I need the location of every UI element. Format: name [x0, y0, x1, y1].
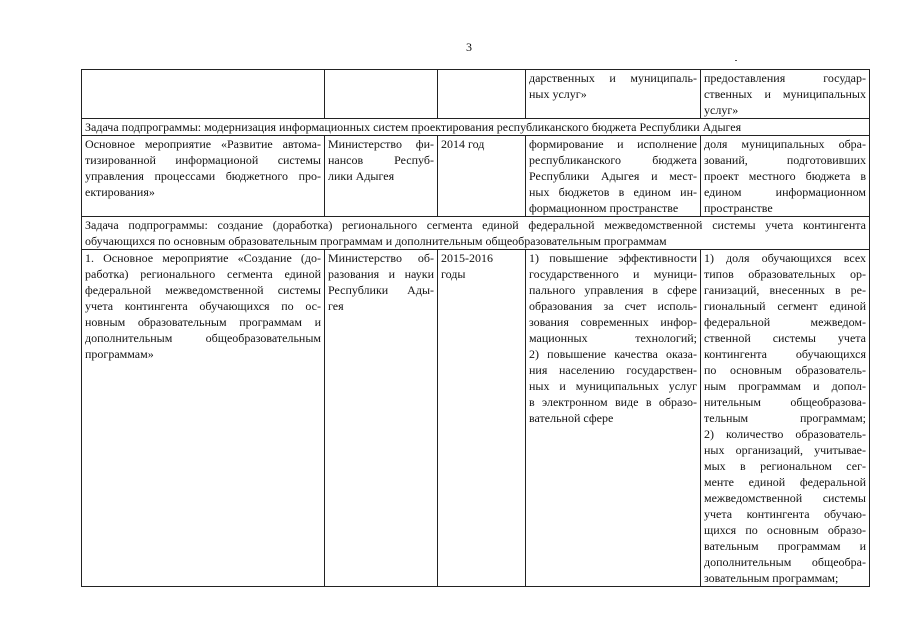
cell-text-line: тельным программам;	[704, 411, 866, 425]
cell-text-line: дарственных и муниципаль-	[529, 71, 697, 85]
cell-text-line: разования и науки	[328, 267, 434, 281]
cell-text-line: гиональный сегмент единой	[704, 299, 866, 313]
executor-cell	[325, 250, 438, 587]
cell-text-line: государственного и муници-	[529, 267, 697, 281]
cell-text-line: учета контингента обучающихся по ос-	[85, 299, 321, 313]
cell-text-line: Республики Ады-	[328, 283, 434, 297]
cell-text-line: ных бюджетов в едином ин-	[529, 185, 697, 199]
cell-text-line: мых в региональном сег-	[704, 459, 866, 473]
cell-text-line: ных организаций, учитывае-	[704, 443, 866, 457]
cell-text-line: федеральной межведомственной системы	[85, 283, 321, 297]
period-cell	[438, 136, 526, 217]
cell-text-line: нительным общеобразова-	[704, 395, 866, 409]
cell-text-line: Республики Адыгея и мест-	[529, 169, 697, 183]
cell-text-line: Министерство об-	[328, 251, 434, 265]
cell-text-line: годы	[441, 267, 466, 281]
task-heading-line: Задача подпрограммы: создание (доработка) регионального сегмента единой федеральной межведомственной системы учета контингента	[85, 218, 866, 232]
activity-cell	[82, 70, 325, 119]
cell-text-line: 1. Основное мероприятие «Создание (до-	[85, 251, 321, 265]
task-heading-cell	[82, 217, 870, 250]
cell-text-line: 1) повышение эффективности	[529, 251, 697, 265]
cell-text-line: программам»	[85, 347, 154, 361]
table-row	[82, 136, 870, 217]
cell-text-line: Министерство фи-	[328, 137, 434, 151]
cell-text-line: вательным программам и	[704, 539, 866, 553]
cell-text-line: гея	[328, 299, 344, 313]
expected-result-cell	[526, 70, 701, 119]
cell-text-line: менте единой федеральной	[704, 475, 866, 489]
cell-text-line: щихся по основным образо-	[704, 523, 866, 537]
task-row	[82, 217, 870, 250]
cell-text-line: образования за счет исполь-	[529, 299, 697, 313]
activity-cell	[82, 250, 325, 587]
expected-result-cell	[526, 250, 701, 587]
cell-text-line: формационном пространстве	[529, 201, 679, 215]
cell-text-line: 2) количество образователь-	[704, 427, 866, 441]
indicator-cell	[701, 136, 870, 217]
cell-text-line: мационных технологий;	[529, 331, 697, 345]
cell-text-line: формирование и исполнение	[529, 137, 697, 151]
task-heading-cell	[82, 119, 870, 136]
cell-text-line: пространстве	[704, 201, 773, 215]
cell-text-line: федеральной межведом-	[704, 315, 866, 329]
cell-text-line: ных и муниципальных услуг	[529, 379, 697, 393]
task-row	[82, 119, 870, 136]
program-activities-table	[81, 69, 870, 587]
cell-text-line: контингента обучающихся	[704, 347, 866, 361]
cell-text-line: проект местного бюджета в	[704, 169, 866, 183]
cell-text-line: ектирования»	[85, 185, 155, 199]
cell-text-line: 2014 год	[441, 137, 485, 151]
cell-text-line: услуг»	[704, 103, 739, 117]
cell-text-line: ственной системы учета	[704, 331, 866, 345]
cell-text-line: по основным образователь-	[704, 363, 866, 377]
cell-text-line: едином информационном	[704, 185, 866, 199]
indicator-cell	[701, 70, 870, 119]
cell-text-line: вательной сфере	[529, 411, 614, 425]
table-row	[82, 250, 870, 587]
cell-text-line: дополнительным общеобра-	[704, 555, 866, 569]
cell-text-line: 1) доля обучающихся всех	[704, 251, 866, 265]
executor-cell	[325, 70, 438, 119]
scan-speck	[735, 60, 737, 61]
cell-text-line: ных услуг»	[529, 87, 587, 101]
cell-text-line: дополнительным общеобразовательным	[85, 331, 321, 345]
task-heading-line: обучающихся по основным образовательным программам и дополнительным общеобразовательным программам	[85, 234, 667, 248]
cell-text-line: 2015-2016	[441, 251, 493, 265]
table-row	[82, 70, 870, 119]
cell-text-line: 2) повышение качества оказа-	[529, 347, 697, 361]
cell-text-line: ния населению государствен-	[529, 363, 697, 377]
cell-text-line: доля муниципальных обра-	[704, 137, 866, 151]
executor-cell	[325, 136, 438, 217]
cell-text-line: работка) регионального сегмента единой	[85, 267, 321, 281]
cell-text-line: в электронном виде в образо-	[529, 395, 697, 409]
period-cell	[438, 250, 526, 587]
period-cell	[438, 70, 526, 119]
cell-text-line: пального управления в сфере	[529, 283, 697, 297]
cell-text-line: межведомственной системы	[704, 491, 866, 505]
cell-text-line: тизированной информационой системы	[85, 153, 321, 167]
cell-text-line: учета контингента обучаю-	[704, 507, 866, 521]
cell-text-line: ганизаций, внесенных в ре-	[704, 283, 866, 297]
cell-text-line: лики Адыгея	[328, 169, 395, 183]
cell-text-line: Основное мероприятие «Развитие автома-	[85, 137, 321, 151]
cell-text-line: предоставления государ-	[704, 71, 866, 85]
cell-text-line: типов образовательных ор-	[704, 267, 866, 281]
cell-text-line: зования современных инфор-	[529, 315, 697, 329]
task-heading-line: Задача подпрограммы: модернизация информационных систем проектирования республиканского бюджета Республики Адыгея	[85, 120, 742, 134]
activity-cell	[82, 136, 325, 217]
cell-text-line: ным программам и допол-	[704, 379, 866, 393]
page-number: 3	[466, 40, 472, 54]
cell-text-line: новным образовательным программам и	[85, 315, 321, 329]
expected-result-cell	[526, 136, 701, 217]
indicator-cell	[701, 250, 870, 587]
cell-text-line: республиканского бюджета	[529, 153, 697, 167]
cell-text-line: нансов Респуб-	[328, 153, 434, 167]
cell-text-line: зовательным программам;	[704, 571, 839, 585]
cell-text-line: ственных и муниципальных	[704, 87, 866, 101]
cell-text-line: управления процессами бюджетного про-	[85, 169, 321, 183]
cell-text-line: зований, подготовивших	[704, 153, 866, 167]
